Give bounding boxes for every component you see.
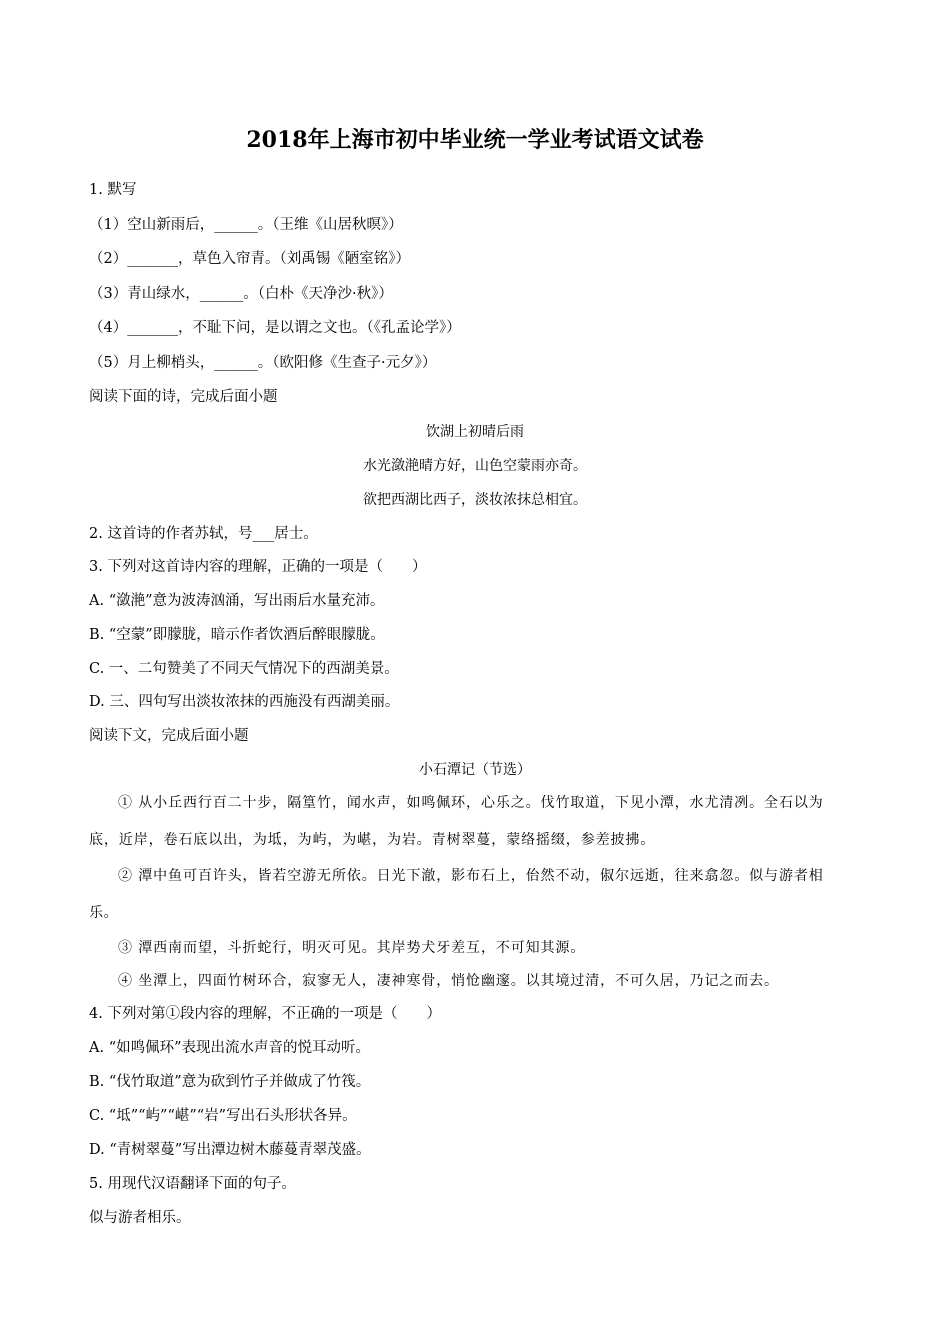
- prose-paragraph-line: ① 从小丘西行百二十步，隔篁竹，闻水声，如鸣佩环，心乐之。伐竹取道，下见小潭，水尤清冽。全石以为: [118, 795, 824, 811]
- question-3-option: A. “潋滟”意为波涛汹涌，写出雨后水量充沛。: [89, 593, 385, 609]
- question-1-item: （2）_______，草色入帘青。（刘禹锡《陋室铭》）: [89, 251, 410, 267]
- question-4-option: D. “青树翠蔓”写出潭边树木藤蔓青翠茂盛。: [89, 1142, 371, 1158]
- question-3-stem: 3. 下列对这首诗内容的理解，正确的一项是（ ）: [89, 559, 427, 575]
- question-1-heading: 1. 默写: [89, 182, 137, 198]
- prose-paragraph-line: 乐。: [89, 905, 119, 921]
- question-1-item: （3）青山绿水，______。（白朴《天净沙·秋》）: [89, 286, 393, 302]
- poem-section-intro: 阅读下面的诗，完成后面小题: [89, 389, 278, 405]
- prose-section-intro: 阅读下文，完成后面小题: [89, 728, 249, 744]
- page-title: 2018年上海市初中毕业统一学业考试语文试卷: [246, 127, 704, 153]
- question-4-option: C. “坻”“屿”“嵁”“岩”写出石头形状各异。: [89, 1108, 357, 1124]
- prose-paragraph-line: ③ 潭西南而望，斗折蛇行，明灭可见。其岸势犬牙差互，不可知其源。: [118, 940, 586, 956]
- prose-paragraph-line: ② 潭中鱼可百许头，皆若空游无所依。日光下澈，影布石上，佁然不动，俶尔远逝，往来翕忽。似与游者相: [118, 868, 824, 884]
- question-1-item: （1）空山新雨后，______。（王维《山居秋暝》）: [89, 217, 403, 233]
- poem-line: 水光潋滟晴方好，山色空蒙雨亦奇。: [363, 458, 587, 474]
- question-4-option: A. “如鸣佩环”表现出流水声音的悦耳动听。: [89, 1040, 371, 1056]
- question-5-sentence: 似与游者相乐。: [89, 1210, 191, 1226]
- question-4-stem: 4. 下列对第①段内容的理解，不正确的一项是（ ）: [89, 1006, 441, 1022]
- question-4-option: B. “伐竹取道”意为砍到竹子并做成了竹筏。: [89, 1074, 371, 1090]
- prose-paragraph-line: 底，近岸，卷石底以出，为坻，为屿，为嵁，为岩。青树翠蔓，蒙络摇缀，参差披拂。: [89, 832, 656, 848]
- question-2: 2. 这首诗的作者苏轼，号___居士。: [89, 526, 318, 542]
- question-1-item: （5）月上柳梢头，______。（欧阳修《生查子·元夕》）: [89, 355, 437, 371]
- question-3-option: B. “空蒙”即朦胧，暗示作者饮酒后醉眼朦胧。: [89, 627, 385, 643]
- prose-title: 小石潭记（节选）: [419, 762, 531, 778]
- question-3-option: C. 一、二句赞美了不同天气情况下的西湖美景。: [89, 661, 399, 677]
- prose-paragraph-line: ④ 坐潭上，四面竹树环合，寂寥无人，凄神寒骨，悄怆幽邃。以其境过清，不可久居，乃记之而去。: [118, 973, 779, 989]
- question-5-stem: 5. 用现代汉语翻译下面的句子。: [89, 1176, 296, 1192]
- poem-title: 饮湖上初晴后雨: [426, 424, 524, 440]
- question-3-option: D. 三、四句写出淡妆浓抹的西施没有西湖美丽。: [89, 694, 400, 710]
- question-1-item: （4）_______，不耻下问，是以谓之文也。（《孔孟论学》）: [89, 320, 461, 336]
- poem-line: 欲把西湖比西子，淡妆浓抹总相宜。: [363, 492, 587, 508]
